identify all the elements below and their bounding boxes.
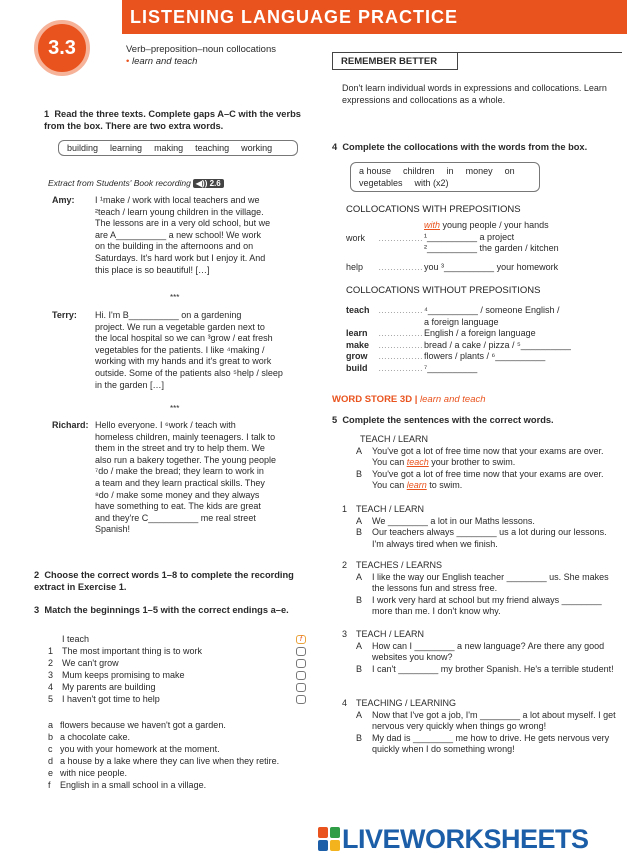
ex5-group-4: 4 TEACHING / LEARNING A Now that I've got a job, I'm ________ a lot about myself. I get nervous very quickly when things go wrong! B My dad is ________ me how to drive. He gets nervous very quickly when I do something wrong! [342, 698, 616, 755]
coll-work-items: with young people / your hands ¹__________ a project ²__________ the garden / kitchen [424, 220, 559, 254]
bullet: • [126, 56, 130, 67]
ex5-instruction: 5 Complete the sentences with the correct words. [332, 415, 554, 425]
dots: …………… [378, 262, 423, 272]
ex3-endings [48, 720, 338, 792]
speaker-amy: Amy: [52, 195, 75, 205]
coll-work-label: work [346, 233, 366, 243]
list-item: e with nice people. [48, 768, 128, 778]
separator-stars-2: *** [170, 404, 180, 413]
answer-box-3[interactable] [296, 671, 306, 680]
dots: …………… [378, 233, 423, 243]
lesson-topic: Verb–preposition–noun collocations • learn and teach [126, 44, 276, 67]
list-item: d a house by a lake where they can live when they retire. [48, 756, 280, 766]
coll-help-label: help [346, 262, 364, 272]
collocations-with-title: COLLOCATIONS WITH PREPOSITIONS [346, 204, 521, 215]
extract-source: Extract from Students' Book recording ◀)) 2.6 [48, 178, 224, 188]
answer-box-1[interactable] [296, 647, 306, 656]
list-item: 1 The most important thing is to work [48, 646, 203, 656]
liveworksheets-icon [318, 827, 340, 851]
list-item: learn ……………English / a foreign language [346, 328, 536, 339]
ex5-group-3: 3 TEACH / LEARN A How can I ________ a new language? Are there any good websites you know? B I can't ________ my brother Spanish. He's a terrible student! [342, 629, 614, 674]
ex2-instruction: 2 Choose the correct words 1–8 to complete the recording extract in Exercise 1. [34, 570, 294, 592]
richard-text: Hello everyone. I ⁶work / teach with homeless children, mainly teenagers. I talk to them in the street and try to help them. We also run a bakery together. The young people ⁷do / make the bread; they learn to work in a team and they learn practical skills. They ⁸do / make some money and they always have something to eat. The kids are great and they're C__________ me real street Spanish! [95, 420, 276, 535]
remember-title: REMEMBER BETTER [332, 52, 458, 70]
list-item: grow ……………flowers / plants / ⁶__________ [346, 351, 546, 362]
answer-box-5[interactable] [296, 695, 306, 704]
list-item: f English in a small school in a village. [48, 780, 207, 790]
collocations-without-title: COLLOCATIONS WITHOUT PREPOSITIONS [346, 285, 541, 296]
list-item: a foreign language [424, 316, 499, 327]
ex5-group-1: 1 TEACH / LEARN A We ________ a lot in our Maths lessons. B Our teachers always ________ us a lot during our lessons. I'm always tired when we finish. [342, 504, 607, 549]
speaker-terry: Terry: [52, 310, 77, 320]
ex5-group-2: 2 TEACHES / LEARNS A I like the way our English teacher ________ us. She makes the lessons fun and stress free. B I work very hard at school but my friend always ________ more than me. I don't know why. [342, 560, 609, 617]
list-item: build ……………⁷__________ [346, 362, 478, 373]
list-item: teach ……………⁴__________ / someone English / [346, 305, 560, 315]
amy-text: I ¹make / work with local teachers and we ²teach / learn young children in the village. The lessons are in a very old school, but we are A__________ a new school! We work on the building in the afternoons and on Saturdays. It's hard work but I enjoy it. And this place is so beautiful! […] [95, 195, 271, 275]
lesson-badge: 3.3 [34, 20, 90, 76]
ex5-example: TEACH / LEARN A You've got a lot of free time now that your exams are over. You can teach your brother to swim. B You've got a lot of free time now that your exams are over. You can learn to swim. [356, 434, 604, 491]
collocations-without-rows [346, 305, 626, 375]
list-item: I teach [62, 634, 90, 644]
answer-box-example: f [296, 635, 306, 644]
audio-icon[interactable]: ◀)) 2.6 [193, 179, 224, 188]
list-item: b a chocolate cake. [48, 732, 131, 742]
list-item: 3 Mum keeps promising to make [48, 670, 185, 680]
ex1-instruction: 1 Read the three texts. Complete gaps A–C with the verbs from the box. There are two extra words. [44, 109, 301, 131]
list-item: make ……………bread / a cake / pizza / ⁵__________ [346, 339, 571, 350]
ex3-beginnings [48, 634, 308, 706]
ex4-word-box: a house children in money on vegetables with (x2) [350, 162, 540, 192]
ex3-instruction: 3 Match the beginnings 1–5 with the correct endings a–e. [34, 605, 289, 615]
list-item: 5 I haven't got time to help [48, 694, 160, 704]
ex1-word-box: building learning making teaching working [58, 140, 298, 156]
coll-help-text: you ³__________ your homework [424, 262, 559, 272]
answer-box-2[interactable] [296, 659, 306, 668]
separator-stars: *** [170, 293, 180, 302]
page-title: LISTENING LANGUAGE PRACTICE [130, 7, 459, 27]
terry-text: Hi. I'm B__________ on a gardening project. We run a vegetable garden next to the local hospital so we can ³grow / eat fresh vegetables for the patients. I like ⁴making / working with my hands and it's great to work outside. Some of the patients also ⁵help / sleep in the garden […] [95, 310, 283, 390]
list-item: 4 My parents are building [48, 682, 156, 692]
speaker-richard: Richard: [52, 420, 89, 430]
remember-text: Don't learn individual words in expressions and collocations. Learn expressions and collocations as a whole. [342, 83, 607, 105]
list-item: 2 We can't grow [48, 658, 119, 668]
list-item: c you with your homework at the moment. [48, 744, 220, 754]
word-store-title: WORD STORE 3D | learn and teach [332, 394, 486, 405]
liveworksheets-logo: LIVEWORKSHEETS [318, 824, 589, 855]
answer-box-4[interactable] [296, 683, 306, 692]
ex4-instruction: 4 Complete the collocations with the words from the box. [332, 142, 588, 152]
list-item: a flowers because we haven't got a garden. [48, 720, 226, 730]
